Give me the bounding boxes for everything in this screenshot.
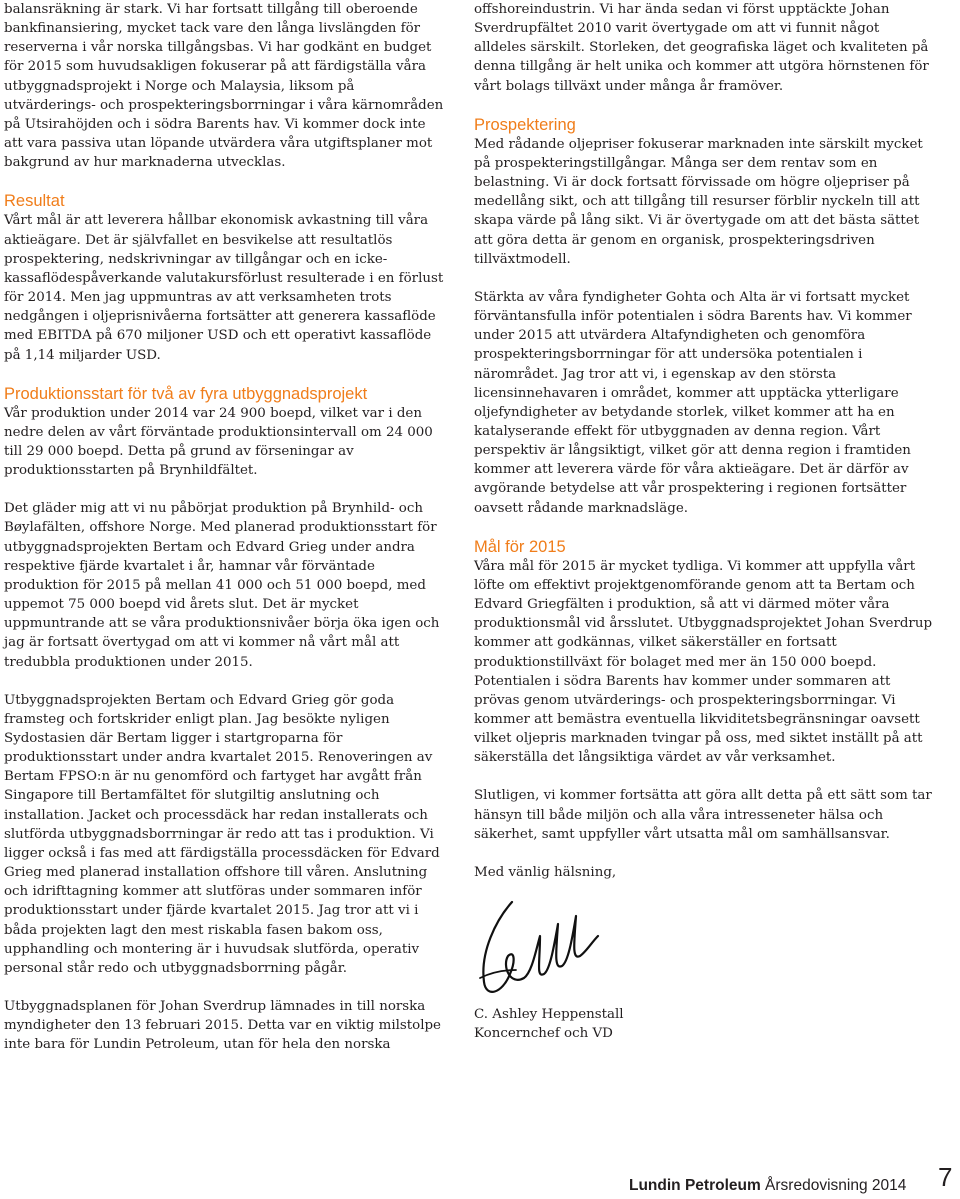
right-column xyxy=(474,0,934,1043)
resultat-paragraph: Vårt mål är att leverera hållbar ekonomisk avkastning till våra aktieägare. Det är självfallet en besvikelse att resultatlös prospektering, nedskrivningar av tillgångar och en icke-kassaflödespåverkande valutakursförlust resulterade i en förlust för 2014. Men jag uppmuntras av att verksamheten trots nedgången i oljeprisnivåerna fortsätter att generera kassaflöde med EBITDA på 670 miljoner USD och ett operativt kassaflöde på 1,14 miljarder USD. xyxy=(4,213,444,363)
closing-paragraph: Slutligen, vi kommer fortsätta att göra allt detta på ett sätt som tar hänsyn till både miljön och alla våra intresseneter hälsa och säkerhet, samt uppfyller vårt utsatta mål om samhällsansvar. xyxy=(474,788,932,842)
heading-mal-2015: Mål för 2015 xyxy=(474,537,566,556)
signer-title: Koncernchef och VD xyxy=(474,1026,613,1042)
footer-report-title: Årsredovisning 2014 xyxy=(760,1177,907,1194)
heading-produktion: Produktionsstart för två av fyra utbyggnadsprojekt xyxy=(4,384,368,403)
produktion-paragraph-4: Utbyggnadsplanen för Johan Sverdrup lämnades in till norska myndigheter den 13 februari 2015. Detta var en viktig milstolpe inte bara för Lundin Petroleum, utan för hela den norska xyxy=(4,999,441,1053)
signature-image xyxy=(474,890,609,1005)
heading-resultat: Resultat xyxy=(4,192,65,211)
footer-company: Lundin Petroleum xyxy=(629,1177,761,1194)
produktion-paragraph-2: Det gläder mig att vi nu påbörjat produktion på Brynhild- och Bøylafälten, offshore Norge. Med planerad produktionsstart för utbyggnadsprojekten Bertam och Edvard Grieg under andra respektive fjärde kvartalet i år, hamnar vår förväntade produktion för 2015 på mellan 41 000 och 51 000 boepd, med uppemot 75 000 boepd vid årets slut. Det är mycket uppmuntrande att se våra produktionsnivåer börja öka igen och jag är fortsatt övertygad om att vi kommer nå vårt mål att tredubbla produktionen under 2015. xyxy=(4,501,440,670)
page-number: 7 xyxy=(938,1162,953,1192)
signer-name: C. Ashley Heppenstall xyxy=(474,1007,624,1023)
produktion-paragraph-3: Utbyggnadsprojekten Bertam och Edvard Grieg gör goda framsteg och fortskrider enligt plan. Jag besökte nyligen Sydostasien där Bertam ligger i startgroparna för produktionsstart under andra kvartalet 2015. Renoveringen av Bertam FPSO:n är nu genomförd och fartyget har avgått från Singapore till Bertamfältet för slutgiltig anslutning och installation. Jacket och processdäck har redan installerats och slutförda utbyggnadsborrningar är redo att tas i produktion. Vi ligger också i fas med att färdigställa processdäcken för Edvard Grieg med planerad installation offshore till våren. Anslutning och idrifttagning kommer att slutföras under sommaren inför produktionsstart under fjärde kvartalet 2015. Jag tror att vi i båda projekten lagt den mest riskabla fasen bakom oss, upphandling och montering är i huvudsak slutförda, operativ personal står redo och utbyggnadsborrning pågår. xyxy=(4,692,440,976)
mal-paragraph: Våra mål för 2015 är mycket tydliga. Vi kommer att uppfylla vårt löfte om effektivt projektgenomförande genom att ta Bertam och Edvard Griegfälten i produktion, så att vi därmed möter våra produktionsmål vid årsslutet. Utbyggnadsprojektet Johan Sverdrup kommer att godkännas, vilket säkerställer en fortsatt produktionstillväxt för bolaget med mer än 150 000 boepd. Potentialen i södra Barents hav kommer under sommaren att prövas genom utvärderings- och prospekteringsborrningar. Vi kommer att bemästra eventuella likviditetsbegränsningar oavsett vilket oljepris marknaden tvingar på oss, med siktet inställt på att säkerställa det långsiktiga värdet av vår verksamhet. xyxy=(474,558,933,766)
prospektering-paragraph-1: Med rådande oljepriser fokuserar marknaden inte särskilt mycket på prospekteringstillgångar. Många ser dem rentav som en belastning. Vi är dock fortsatt förvissade om högre oljepriser på medellång sikt, och att tillgång till resurser förblir nyckeln till att skapa värde på lång sikt. Vi är övertygade om att det bästa sättet att göra detta är genom en organisk, prospekteringsdriven tillväxtmodell. xyxy=(474,136,923,267)
prospektering-paragraph-2: Stärkta av våra fyndigheter Gohta och Alta är vi fortsatt mycket förväntansfulla inför potentialen i södra Barents hav. Vi kommer under 2015 att utvärdera Altafyndigheten och genomföra prospekteringsborrningar för att undersöka potentialen i närområdet. Jag tror att vi, i egenskap av den största licensinnehavaren i området, kommer att upptäcka ytterligare oljefyndigheter av betydande storlek, vilket kommer att ha en katalyserande effekt för utbyggnaden av denna region. Vårt perspektiv är långsiktigt, vilket gör att denna region i framtiden kommer att leverera värde för våra aktieägare. Det är därför av avgörande betydelse att vår prospektering i regionen fortsätter oavsett rådande marknadsläge. xyxy=(474,289,912,516)
page-footer xyxy=(629,1177,906,1195)
continuation-paragraph: offshoreindustrin. Vi har ända sedan vi först upptäckte Johan Sverdrupfältet 2010 varit övertygade om att vi funnit något alldeles särskilt. Storleken, det geografiska läget och kvaliteten på denna tillgång är helt unika och kommer att utgöra hörnstenen för vårt bolags tillväxt under många år framöver. xyxy=(474,2,929,94)
greeting: Med vänlig hälsning, xyxy=(474,864,617,880)
produktion-paragraph-1: Vår produktion under 2014 var 24 900 boepd, vilket var i den nedre delen av vårt förväntade produktionsintervall om 24 000 till 29 000 boepd. Detta på grund av förseningar av produktionsstarten på Brynhildfältet. xyxy=(4,405,433,479)
left-column xyxy=(4,0,444,1055)
heading-prospektering: Prospektering xyxy=(474,115,576,134)
intro-paragraph: balansräkning är stark. Vi har fortsatt tillgång till oberoende bankfinansiering, mycket tack vare den långa livslängden för reserverna i vår norska tillgångsbas. Vi har godkänt en budget för 2015 som huvudsakligen fokuserar på att färdigställa våra utbyggnadsprojekt i Norge och Malaysia, liksom på utvärderings- och prospekteringsborrningar i våra kärnområden på Utsirahöjden och i södra Barents hav. Vi kommer dock inte att vara passiva utan löpande utvärdera våra utgiftsplaner mot bakgrund av hur marknaderna utvecklas. xyxy=(4,2,444,171)
